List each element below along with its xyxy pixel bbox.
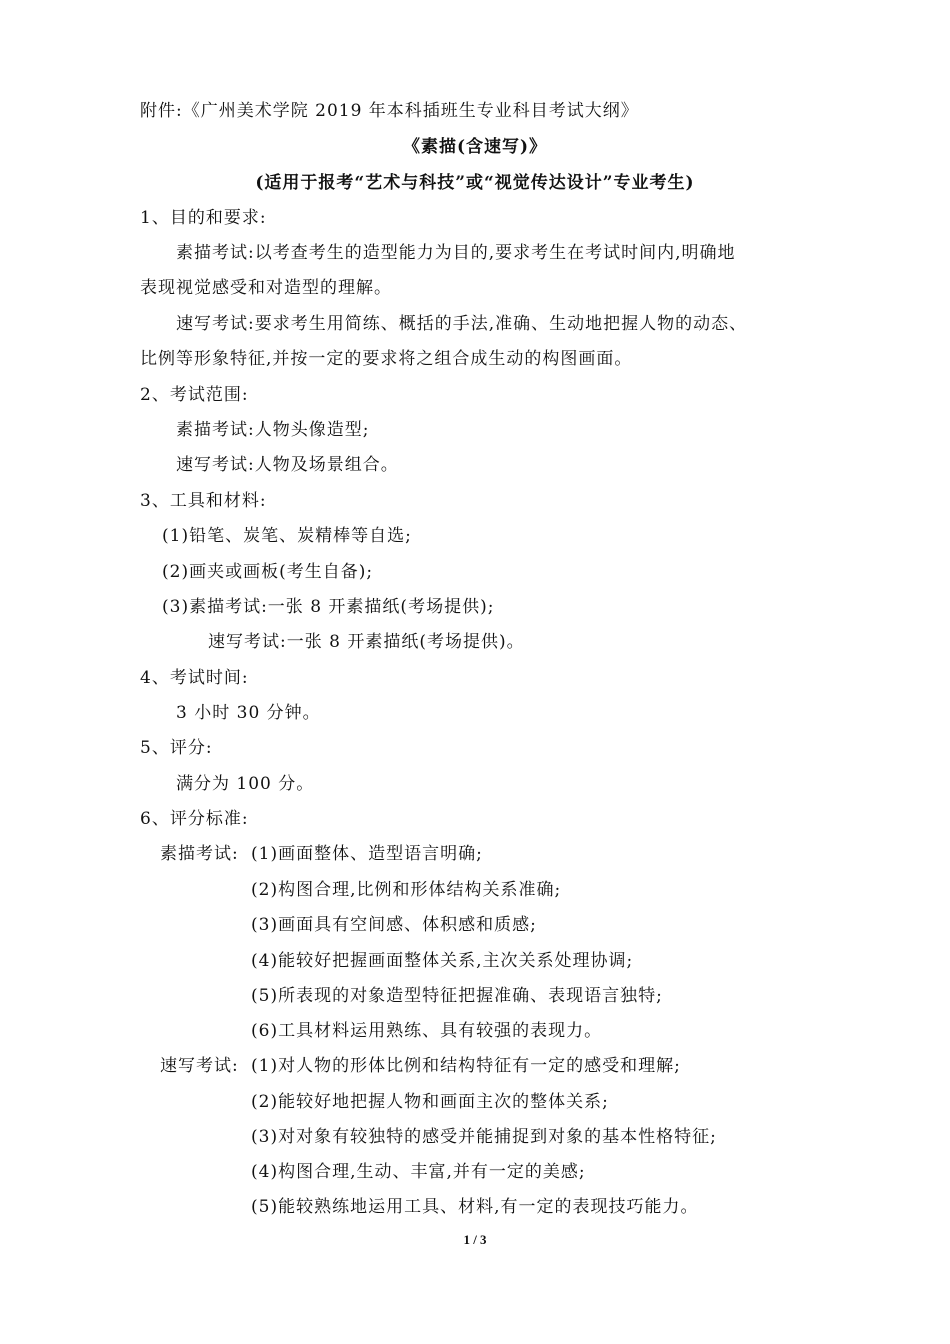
section-1-para-2-line-2: 比例等形象特征,并按一定的要求将之组合成生动的构图画面。 bbox=[140, 349, 633, 369]
section-4-value: 3 小时 30 分钟。 bbox=[176, 703, 321, 723]
section-3-heading: 3、工具和材料: bbox=[140, 491, 267, 511]
sketch-criterion-5: (5)所表现的对象造型特征把握准确、表现语言独特; bbox=[251, 986, 663, 1006]
section-4-heading: 4、考试时间: bbox=[140, 668, 249, 688]
speed-criterion-3: (3)对对象有较独特的感受并能捕捉到对象的基本性格特征; bbox=[251, 1127, 717, 1147]
document-subtitle: (适用于报考“艺术与科技”或“视觉传达设计”专业考生) bbox=[255, 173, 695, 193]
section-6-heading: 6、评分标准: bbox=[140, 809, 249, 829]
sketch-criterion-3: (3)画面具有空间感、体积感和质感; bbox=[251, 915, 537, 935]
attachment-line: 附件:《广州美术学院 2019 年本科插班生专业科目考试大纲》 bbox=[140, 101, 639, 121]
speed-criteria-label: 速写考试: bbox=[160, 1056, 239, 1076]
section-2-item-1: 素描考试:人物头像造型; bbox=[176, 420, 370, 440]
section-1-para-2-line-1: 速写考试:要求考生用简练、概括的手法,准确、生动地把握人物的动态、 bbox=[176, 314, 748, 334]
section-3-item-1: (1)铅笔、炭笔、炭精棒等自选; bbox=[162, 526, 412, 546]
speed-criterion-4: (4)构图合理,生动、丰富,并有一定的美感; bbox=[251, 1162, 586, 1182]
sketch-criteria-label: 素描考试: bbox=[160, 844, 239, 864]
section-1-para-1-line-1: 素描考试:以考查考生的造型能力为目的,要求考生在考试时间内,明确地 bbox=[176, 243, 736, 263]
speed-criterion-5: (5)能较熟练地运用工具、材料,有一定的表现技巧能力。 bbox=[251, 1197, 699, 1217]
section-2-item-2: 速写考试:人物及场景组合。 bbox=[176, 455, 399, 475]
section-3-item-3: (3)素描考试:一张 8 开素描纸(考场提供); bbox=[162, 597, 495, 617]
page-number: 1 / 3 bbox=[463, 1232, 487, 1247]
speed-criterion-1: (1)对人物的形体比例和结构特征有一定的感受和理解; bbox=[251, 1056, 681, 1076]
section-2-heading: 2、考试范围: bbox=[140, 385, 249, 405]
section-5-value: 满分为 100 分。 bbox=[176, 774, 315, 794]
section-1-heading: 1、目的和要求: bbox=[140, 208, 267, 228]
document-title: 《素描(含速写)》 bbox=[402, 137, 548, 157]
section-3-item-2: (2)画夹或画板(考生自备); bbox=[162, 562, 374, 582]
section-5-heading: 5、评分: bbox=[140, 738, 213, 758]
speed-criterion-2: (2)能较好地把握人物和画面主次的整体关系; bbox=[251, 1092, 609, 1112]
sketch-criterion-2: (2)构图合理,比例和形体结构关系准确; bbox=[251, 880, 562, 900]
sketch-criterion-1: (1)画面整体、造型语言明确; bbox=[251, 844, 483, 864]
section-1-para-1-line-2: 表现视觉感受和对造型的理解。 bbox=[140, 278, 392, 298]
sketch-criterion-4: (4)能较好把握画面整体关系,主次关系处理协调; bbox=[251, 951, 634, 971]
section-3-item-4: 速写考试:一张 8 开素描纸(考场提供)。 bbox=[208, 632, 525, 652]
sketch-criterion-6: (6)工具材料运用熟练、具有较强的表现力。 bbox=[251, 1021, 603, 1041]
